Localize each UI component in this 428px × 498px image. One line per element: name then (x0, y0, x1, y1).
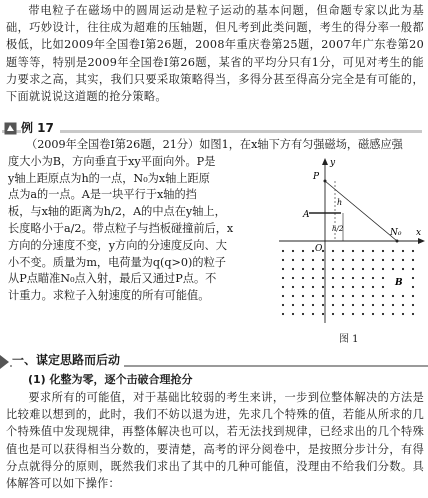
field-dot (342, 250, 344, 252)
field-dot (392, 313, 394, 315)
problem-line: 计重力。求粒子入射速度的所有可能值。 (8, 289, 210, 303)
field-dot (402, 250, 404, 252)
field-dot (282, 259, 284, 261)
field-dot (292, 295, 294, 297)
field-dot (302, 295, 304, 297)
field-dot (292, 286, 294, 288)
field-dot (352, 268, 354, 270)
problem-line: 方向的分速度不变，y方向的分速度反向、大 (8, 238, 227, 252)
field-dot (412, 277, 414, 279)
field-dot (282, 313, 284, 315)
field-dot (392, 250, 394, 252)
field-dot (312, 268, 314, 270)
field-dot (302, 259, 304, 261)
field-dot (352, 277, 354, 279)
field-dot (362, 304, 364, 306)
field-dot (302, 277, 304, 279)
problem-line: （2009年全国卷Ⅰ第26题，21分）如图1，在x轴下方有匀强磁场，磁感应强 (26, 138, 403, 151)
example-divider (2, 130, 422, 133)
field-dot (332, 277, 334, 279)
field-dot (302, 286, 304, 288)
example-marker-icon (4, 122, 17, 135)
field-dot (372, 313, 374, 315)
field-dot (322, 250, 324, 252)
field-dot (322, 286, 324, 288)
problem-line: 板，与x轴的距离为h/2，A的中点在y轴上， (8, 205, 226, 219)
field-dot (342, 277, 344, 279)
field-dot (362, 295, 364, 297)
field-dot (372, 250, 374, 252)
field-dot (402, 313, 404, 315)
field-dot (352, 304, 354, 306)
label-h2: h/2 (332, 225, 344, 233)
field-dot (312, 304, 314, 306)
field-dot (352, 259, 354, 261)
field-dot (282, 295, 284, 297)
label-h: h (337, 198, 343, 207)
point-n0 (396, 240, 399, 243)
field-dot (342, 295, 344, 297)
field-dot (382, 304, 384, 306)
label-p: P (313, 172, 320, 182)
field-dot (302, 304, 304, 306)
field-dot (392, 268, 394, 270)
field-dot (402, 259, 404, 261)
field-dot (322, 259, 324, 261)
field-dot (342, 304, 344, 306)
field-dot (352, 286, 354, 288)
example-label: 例 17 (21, 120, 60, 136)
field-dot (282, 277, 284, 279)
field-dot (312, 250, 314, 252)
field-dot (402, 295, 404, 297)
label-o: O (315, 244, 323, 254)
field-dot (372, 277, 374, 279)
intro-paragraph: 带电粒子在磁场中的圆周运动是粒子运动的基本问题，但命题专家以此为基础，巧妙设计，往往成为超难的压轴题，但凡考到此类问题，考生的得分率一般都极低，比如2009年全国卷Ⅰ第26题，2008年重庆卷第25题，2007年广东卷第20题等等，特别是2009年全国卷Ⅰ第26题，某省的平均分只有1分，可见对考生的能力要求之高，其实，我们只要采取策略得当，多得分甚至得高分完全是有可能的，下面就说说这道题的抢分策略。 (6, 4, 424, 104)
section-subtitle: (1) 化整为零，逐个击破合理抢分 (28, 373, 193, 386)
field-dot (282, 286, 284, 288)
field-dot (332, 304, 334, 306)
field-dot (332, 250, 334, 252)
field-dot (412, 268, 414, 270)
field-dot (362, 259, 364, 261)
field-dot (392, 259, 394, 261)
field-dot (302, 250, 304, 252)
field-dot (292, 277, 294, 279)
field-dot (332, 259, 334, 261)
field-dot (292, 259, 294, 261)
label-a: A (303, 210, 310, 220)
problem-line: 点为a的一点。A是一块平行于x轴的挡 (8, 188, 197, 202)
field-dot (312, 295, 314, 297)
field-dot (412, 250, 414, 252)
field-dot (352, 313, 354, 315)
field-dot (372, 268, 374, 270)
problem-line: 小不变。质量为m，电荷量为q(q>0)的粒子 (8, 255, 226, 269)
figure-caption: 图 1 (339, 334, 359, 345)
field-dot (312, 313, 314, 315)
field-dot (382, 250, 384, 252)
field-dot (412, 295, 414, 297)
field-dot (292, 304, 294, 306)
field-dot (362, 313, 364, 315)
field-dot (372, 304, 374, 306)
field-dot (292, 313, 294, 315)
field-dot (292, 250, 294, 252)
section-title: 一、谋定思路而后动 (12, 352, 124, 368)
section-body: 要求所有的可能值，对于基础比较弱的考生来讲，一步到位整体解决的方法是比较难以想到的，此时，我们不妨以退为进，先求几个特殊的值，若能从所求的几个特殊值中发现规律，再整体解决也可以，若无法找到规律，已经求出的几个特殊值也是可以获得相当分数的，要清楚，高考的评分阅卷中，是按照分步计分，有得分点就得分的原则，既然我们求出了其中的几种可能值，没理由不给我们分数。具体解答可以如下操作： (6, 391, 424, 491)
y-axis-arrow-icon (322, 158, 328, 165)
x-axis-label: x (416, 228, 422, 238)
field-dot (412, 286, 414, 288)
field-dot (372, 295, 374, 297)
field-dot (402, 304, 404, 306)
field-dot (352, 295, 354, 297)
field-dot (382, 295, 384, 297)
field-dot (382, 277, 384, 279)
field-dot (312, 286, 314, 288)
field-dot (322, 295, 324, 297)
field-dot (282, 250, 284, 252)
section-triangle-icon (0, 355, 9, 369)
field-dot (372, 259, 374, 261)
field-dot (412, 259, 414, 261)
field-dot (382, 268, 384, 270)
field-dot (322, 313, 324, 315)
problem-line: 从P点瞄准N₀点入射，最后又通过P点。不 (8, 272, 217, 286)
field-dot (352, 250, 354, 252)
field-dot (332, 286, 334, 288)
figure-diagram (273, 155, 425, 325)
field-dot (382, 286, 384, 288)
y-axis-label: y (330, 158, 336, 168)
field-dot (282, 304, 284, 306)
field-dot (302, 268, 304, 270)
field-dot (362, 286, 364, 288)
field-dot (412, 304, 414, 306)
field-dot (382, 259, 384, 261)
problem-line: 度大小为B，方向垂直于xy平面向外。P是 (8, 154, 216, 168)
field-dot (402, 268, 404, 270)
field-dot (362, 277, 364, 279)
field-dot (392, 304, 394, 306)
field-dot (392, 295, 394, 297)
label-n0: N₀ (390, 228, 402, 238)
problem-line: y轴上距原点为h的一点，N₀为x轴上距原 (8, 171, 210, 185)
field-dot (322, 268, 324, 270)
field-dot (312, 259, 314, 261)
problem-line: 长度略小于a/2。带点粒子与挡板碰撞前后，x (8, 221, 234, 235)
problem-text (8, 137, 403, 305)
field-dot (332, 313, 334, 315)
field-dot (412, 313, 414, 315)
field-dot (312, 277, 314, 279)
field-dot (342, 259, 344, 261)
x-axis-arrow-icon (418, 238, 425, 244)
field-dot (342, 313, 344, 315)
field-dot (322, 277, 324, 279)
field-dot (362, 250, 364, 252)
field-dot (282, 268, 284, 270)
field-dot (332, 295, 334, 297)
field-dot (342, 268, 344, 270)
label-b: B (395, 278, 403, 288)
field-dot (302, 313, 304, 315)
field-dot (332, 268, 334, 270)
field-dot (292, 268, 294, 270)
field-dot (342, 286, 344, 288)
field-dot (362, 268, 364, 270)
field-dot (322, 304, 324, 306)
field-dot (372, 286, 374, 288)
field-dot (382, 313, 384, 315)
